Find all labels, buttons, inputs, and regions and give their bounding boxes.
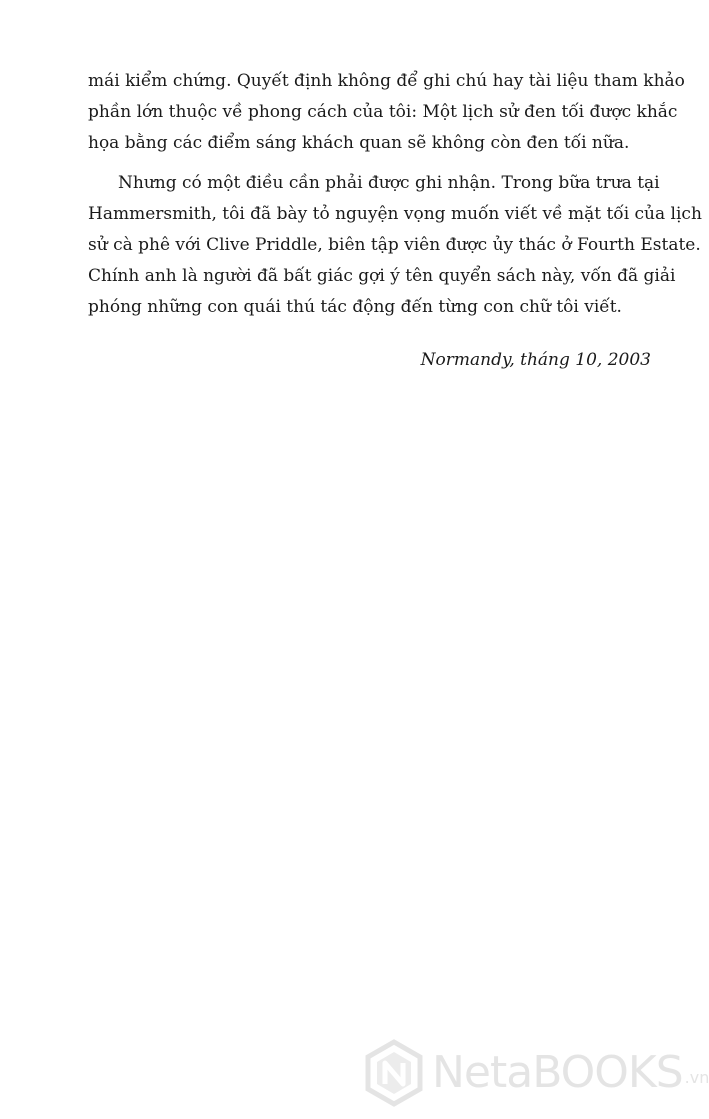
text-line: mái kiểm chứng. Quyết định không để ghi chú hay tài liệu tham khảo (88, 71, 685, 91)
text-line: họa bằng các điểm sáng khách quan sẽ không còn đen tối nữa. (88, 133, 630, 153)
body-text (88, 66, 702, 323)
text-line: sử cà phê với Clive Priddle, biên tập viên được ủy thác ở Fourth Estate. (88, 235, 701, 255)
watermark-suffix: .vn (684, 1068, 709, 1087)
text-line: Nhưng có một điều cần phải được ghi nhận. Trong bữa trưa tại (118, 173, 660, 193)
paragraph-2 (88, 168, 702, 323)
watermark-brand: NetaBOOKS (432, 1047, 683, 1098)
neta-logo-icon (364, 1039, 424, 1107)
text-line: Hammersmith, tôi đã bày tỏ nguyện vọng muốn viết về mặt tối của lịch (88, 204, 702, 224)
watermark (364, 1037, 709, 1109)
signature-date: Normandy, tháng 10, 2003 (420, 350, 651, 370)
text-line: phóng những con quái thú tác động đến từng con chữ tôi viết. (88, 297, 622, 317)
text-line: phần lớn thuộc về phong cách của tôi: Một lịch sử đen tối được khắc (88, 102, 678, 122)
text-line: Chính anh là người đã bất giác gợi ý tên quyển sách này, vốn đã giải (88, 266, 676, 286)
paragraph-1 (88, 66, 685, 159)
